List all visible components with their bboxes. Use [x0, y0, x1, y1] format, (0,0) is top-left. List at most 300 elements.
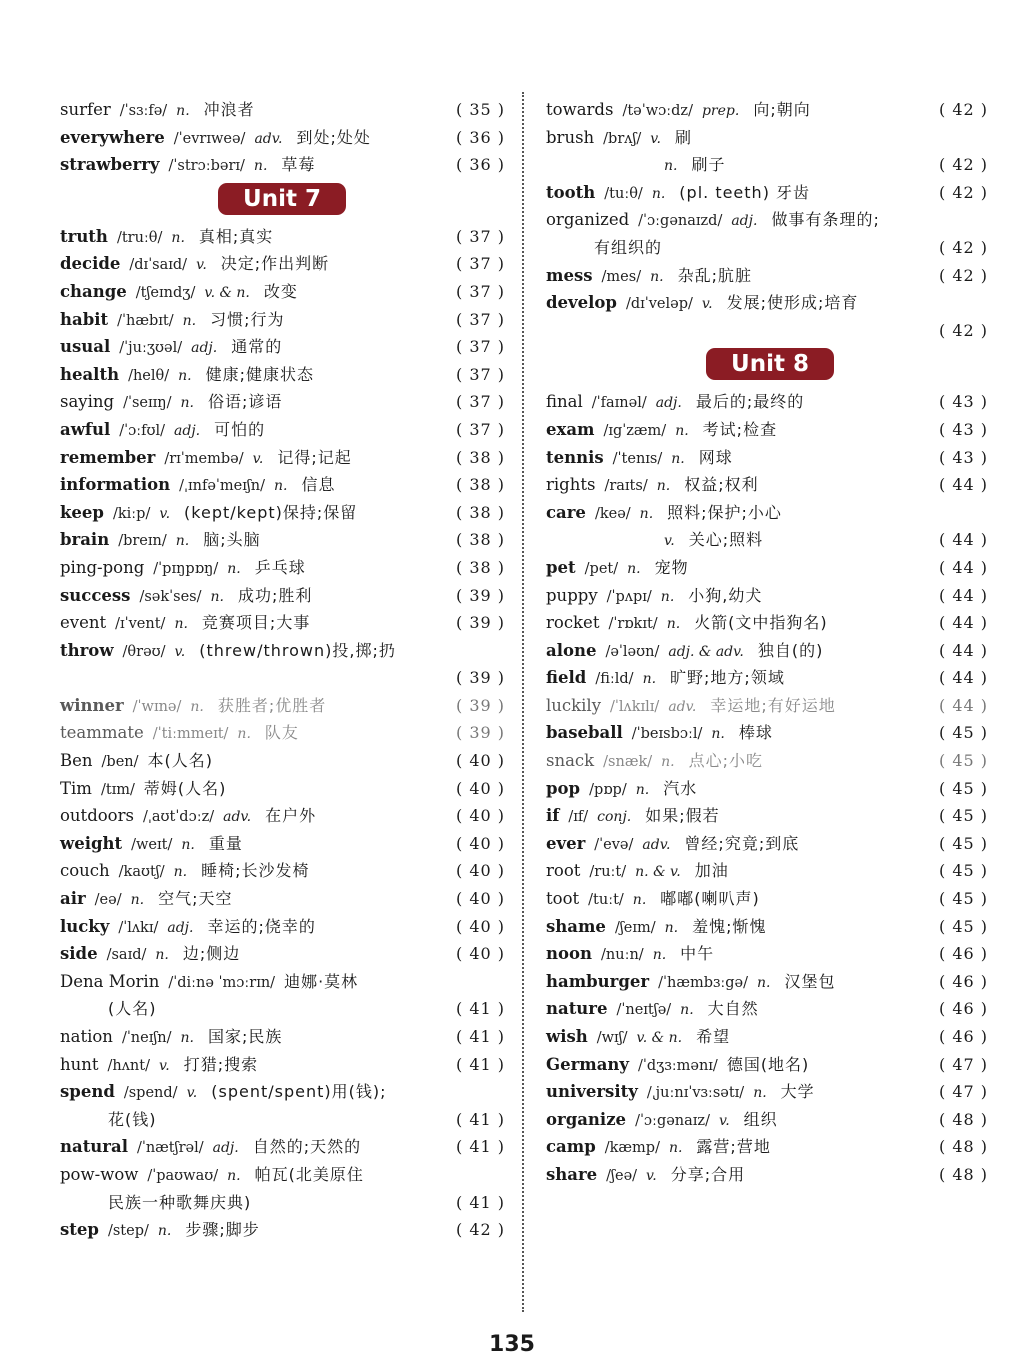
vocabulary-column-left [60, 96, 505, 1244]
entry-part-of-speech: n. [155, 947, 169, 964]
entry-part-of-speech: n. [180, 395, 194, 412]
entry-meaning-continued: 有组织的 [594, 237, 663, 257]
entry-page-ref: ( 40 ) [455, 916, 505, 936]
vocab-entry [60, 361, 505, 389]
entry-page-ref: ( 37 ) [455, 337, 505, 357]
entry-word: step [60, 1220, 99, 1240]
entry-phonetic: /breɪn/ [118, 533, 167, 550]
entry-word: tennis [546, 447, 604, 467]
entry-phonetic: /keə/ [594, 505, 631, 522]
entry-phonetic: /ˈjuːʒʊəl/ [119, 340, 183, 357]
entry-part-of-speech: v. [174, 643, 186, 660]
entry-word: Germany [546, 1054, 630, 1074]
entry-word: success [60, 585, 131, 605]
entry-phonetic: /ˌɪnfəˈmeɪʃn/ [179, 478, 266, 495]
entry-phonetic: /ɪˈvent/ [115, 616, 166, 633]
entry-page-ref: ( 48 ) [938, 1109, 988, 1129]
vocab-entry-continuation [546, 317, 988, 345]
entry-word: pop [546, 778, 581, 798]
entry-word: Ben [60, 751, 93, 771]
entry-phonetic: /nuːn/ [601, 947, 644, 964]
vocab-entry [60, 223, 505, 251]
entry-phonetic: /ˈlʌkɪ/ [118, 919, 159, 936]
entry-page-ref: ( 41 ) [455, 1054, 505, 1074]
entry-phonetic: /pet/ [584, 560, 619, 577]
entry-page-ref: ( 45 ) [938, 833, 988, 853]
vocab-entry-continuation [60, 664, 505, 692]
entry-word: hamburger [546, 971, 650, 991]
entry-word: field [546, 668, 587, 688]
entry-page-ref: ( 37 ) [455, 281, 505, 301]
vocab-entry [60, 582, 505, 610]
entry-word: organize [546, 1109, 627, 1129]
entry-part-of-speech: v. [718, 1112, 730, 1129]
vocab-entry [546, 179, 988, 207]
vocab-entry [60, 637, 505, 665]
vocab-entry [60, 857, 505, 885]
entry-part-of-speech: n. [227, 1167, 241, 1184]
entry-part-of-speech: v. [186, 1085, 198, 1102]
entry-phonetic: /ˈrɒkɪt/ [608, 616, 658, 633]
vocab-entry [60, 692, 505, 720]
entry-page-ref: ( 46 ) [938, 1027, 988, 1046]
entry-phonetic: /eə/ [94, 892, 122, 909]
entry-phonetic: /tʃeɪndʒ/ [135, 284, 196, 301]
entry-phonetic: /spend/ [123, 1085, 178, 1102]
vocab-entry [60, 1161, 505, 1189]
entry-part-of-speech: n. [274, 478, 288, 495]
entry-phonetic: /ɪf/ [568, 809, 589, 826]
entry-word: usual [60, 337, 111, 357]
vocab-entry [60, 1023, 505, 1051]
entry-phonetic: /truːθ/ [116, 229, 163, 246]
entry-part-of-speech: adv. [668, 698, 697, 715]
entry-meaning: 独自(的) [757, 640, 824, 660]
vocab-entry [60, 554, 505, 582]
entry-word: brush [546, 127, 595, 147]
entry-meaning: 小狗,幼犬 [688, 585, 763, 605]
vocab-entry [546, 995, 988, 1023]
entry-meaning: 刷 [675, 127, 693, 147]
entry-meaning: 边;侧边 [182, 944, 241, 964]
entry-page-ref: ( 36 ) [455, 155, 505, 175]
entry-page-ref: ( 45 ) [938, 861, 988, 881]
entry-page-ref: ( 40 ) [455, 751, 505, 771]
entry-meaning: 可怕的 [214, 419, 266, 439]
entry-page-ref: ( 44 ) [938, 530, 988, 550]
entry-page-ref: ( 35 ) [455, 100, 505, 119]
entry-page-ref: ( 48 ) [938, 1164, 988, 1184]
vocab-entry [60, 388, 505, 416]
entry-phonetic: /brʌʃ/ [603, 130, 642, 147]
entry-phonetic: /ˈnætʃrəl/ [136, 1140, 204, 1157]
entry-word: rocket [546, 613, 600, 633]
entry-page-ref: ( 39 ) [455, 668, 505, 688]
entry-meaning: 曾经;究竟;到底 [684, 833, 800, 853]
entry-word: ping-pong [60, 557, 145, 577]
vocab-entry [546, 262, 988, 290]
entry-part-of-speech: n. [711, 726, 725, 743]
entry-page-ref: ( 43 ) [938, 392, 988, 412]
vocab-entry [60, 96, 505, 124]
entry-meaning: 幸运的;侥幸的 [207, 916, 316, 936]
entry-word: change [60, 281, 127, 301]
entry-word: awful [60, 419, 111, 439]
entry-meaning: 露营;营地 [696, 1137, 771, 1157]
entry-word: surfer [60, 100, 111, 119]
entry-meaning: 打猎;搜索 [183, 1054, 259, 1074]
entry-part-of-speech: n. [173, 864, 188, 881]
entry-page-ref: ( 38 ) [455, 530, 505, 550]
entry-part-of-speech: v. & n. [204, 284, 250, 301]
vocab-entry [60, 306, 505, 334]
entry-word: habit [60, 309, 109, 329]
entry-page-ref: ( 44 ) [938, 695, 988, 715]
vocab-entry [60, 802, 505, 830]
entry-phonetic: /ɪgˈzæm/ [603, 422, 667, 439]
entry-page-ref: ( 48 ) [938, 1137, 988, 1157]
entry-phonetic: /pɒp/ [589, 781, 627, 798]
entry-page-ref: ( 37 ) [455, 364, 505, 384]
entry-phonetic: /helθ/ [128, 367, 170, 384]
entry-phonetic: /rɪˈmembə/ [164, 450, 244, 467]
entry-page-ref: ( 40 ) [455, 944, 505, 964]
entry-meaning: 大学 [780, 1082, 815, 1102]
vocab-entry [60, 968, 505, 996]
entry-phonetic: /ˈfaɪnəl/ [591, 395, 647, 412]
entry-page-ref: ( 42 ) [938, 265, 988, 285]
vocab-entry [60, 278, 505, 306]
entry-phonetic: /fiːld/ [595, 671, 634, 688]
entry-part-of-speech: n. [190, 698, 204, 715]
entry-page-ref: ( 43 ) [938, 447, 988, 467]
vocab-entry [546, 444, 988, 472]
entry-part-of-speech: adj. [174, 422, 201, 439]
entry-word: air [60, 889, 86, 909]
entry-part-of-speech: n. [253, 158, 268, 175]
entry-word: Tim [60, 778, 92, 798]
entry-meaning: 决定;作出判断 [220, 254, 330, 274]
vocabulary-column-right [546, 96, 988, 1189]
entry-part-of-speech: adj. & adv. [668, 643, 744, 660]
entry-meaning: 健康;健康状态 [205, 364, 315, 384]
unit-heading-row [546, 344, 988, 388]
entry-phonetic: /weɪt/ [131, 836, 173, 853]
entry-word: decide [60, 254, 121, 274]
entry-word: strawberry [60, 155, 160, 175]
entry-phonetic: /ˈɔːgənaɪz/ [635, 1112, 710, 1129]
entry-phonetic: /ʃeɪm/ [614, 919, 656, 936]
entry-part-of-speech: adv. [223, 809, 252, 826]
entry-meaning-continued: (人名) [108, 999, 157, 1019]
entry-word: pet [546, 557, 576, 577]
entry-meaning: 嘟嘟(喇叭声) [660, 889, 760, 909]
entry-word: truth [60, 226, 108, 246]
vocab-entry [60, 1216, 505, 1244]
entry-phonetic: /ˌjuːnɪˈvɜːsətɪ/ [646, 1085, 745, 1102]
entry-part-of-speech: n. [210, 588, 224, 605]
vocab-entry [546, 609, 988, 637]
entry-word: lucky [60, 916, 110, 936]
entry-page-ref: ( 42 ) [455, 1220, 505, 1240]
unit-heading-row [60, 179, 505, 223]
entry-page-ref: ( 38 ) [455, 447, 505, 467]
entry-word: hunt [60, 1054, 99, 1074]
entry-phonetic: /ˈlʌkɪlɪ/ [610, 698, 660, 715]
entry-meaning: 蒂姆(人名) [143, 778, 227, 798]
entry-part-of-speech: n. [753, 1085, 767, 1102]
entry-word: organized [546, 210, 630, 230]
entry-word: baseball [546, 723, 623, 743]
vocab-entry [60, 250, 505, 278]
vocab-entry [546, 1023, 988, 1051]
entry-page-ref: ( 39 ) [455, 723, 505, 743]
entry-page-ref: ( 47 ) [938, 1082, 988, 1102]
entry-part-of-speech: n. [174, 616, 188, 633]
entry-word: winner [60, 695, 124, 715]
entry-meaning: 帕瓦(北美原住 [254, 1164, 364, 1184]
entry-meaning: 习惯;行为 [210, 309, 285, 329]
entry-meaning: 照料;保护;小心 [667, 502, 782, 522]
entry-part-of-speech: n. [671, 450, 685, 467]
vocab-entry [546, 830, 988, 858]
entry-part-of-speech: v. & n. [636, 1030, 683, 1046]
entry-part-of-speech: v. [158, 1057, 170, 1074]
entry-part-of-speech: n. [660, 588, 675, 605]
entry-phonetic: /ˈpaʊwaʊ/ [147, 1167, 219, 1184]
vocab-entry [60, 333, 505, 361]
entry-word: teammate [60, 723, 144, 743]
entry-word: toot [546, 889, 580, 909]
entry-word: camp [546, 1137, 596, 1157]
entry-page-ref: ( 36 ) [455, 127, 505, 147]
entry-page-ref: ( 39 ) [455, 695, 505, 715]
entry-page-ref: ( 40 ) [455, 833, 505, 853]
entry-word: nature [546, 999, 608, 1019]
vocab-entry [60, 775, 505, 803]
entry-part-of-speech: adv. [642, 836, 671, 853]
vocab-entry [60, 124, 505, 152]
entry-page-ref: ( 38 ) [455, 557, 505, 577]
vocab-entry [60, 444, 505, 472]
vocab-entry-continuation [546, 151, 988, 179]
entry-word: rights [546, 475, 596, 495]
entry-meaning: 成功;胜利 [237, 585, 313, 605]
entry-phonetic: /ˈtiːmmeɪt/ [152, 726, 229, 743]
vocab-entry [546, 96, 988, 124]
entry-word: final [546, 392, 583, 412]
entry-word: shame [546, 916, 606, 936]
vocab-entry [546, 692, 988, 720]
entry-phonetic: /ˌaʊtˈdɔːz/ [142, 809, 215, 826]
entry-page-ref: ( 41 ) [455, 1137, 505, 1157]
entry-phonetic: /ˈstrɔːbərɪ/ [168, 158, 245, 175]
entry-phonetic: /ˈɔːgənaɪzd/ [638, 213, 723, 230]
entry-meaning: 汉堡包 [784, 971, 836, 991]
entry-phonetic: /ˈɔːfʊl/ [119, 422, 166, 439]
entry-meaning: (pl. teeth) 牙齿 [679, 182, 811, 202]
entry-meaning: 点心;小吃 [688, 751, 764, 771]
entry-phonetic: /step/ [107, 1223, 149, 1240]
entry-phonetic: /tɪm/ [100, 781, 135, 798]
vocab-entry [546, 719, 988, 747]
entry-page-ref: ( 46 ) [938, 944, 988, 964]
entry-part-of-speech: adj. [167, 919, 194, 936]
entry-part-of-speech: n. [181, 836, 195, 853]
entry-phonetic: /mes/ [601, 268, 642, 285]
entry-part-of-speech: v. [646, 1167, 657, 1184]
entry-meaning: 冲浪者 [203, 100, 255, 119]
vocab-entry [546, 471, 988, 499]
entry-part-of-speech: n. [680, 1002, 694, 1019]
entry-word: everywhere [60, 127, 165, 147]
vocab-entry-continuation [60, 1106, 505, 1134]
entry-word: tooth [546, 182, 596, 202]
vocab-entry [546, 857, 988, 885]
entry-word: spend [60, 1082, 115, 1102]
entry-phonetic: /saɪd/ [106, 947, 147, 964]
vocab-entry [546, 124, 988, 152]
entry-meaning: 俗语;谚语 [207, 392, 283, 412]
vocab-entry [60, 913, 505, 941]
entry-word: side [60, 944, 98, 964]
entry-word: pow-wow [60, 1164, 139, 1184]
entry-part-of-speech: n. [171, 229, 185, 246]
entry-part-of-speech: n. [656, 478, 671, 495]
entry-part-of-speech: adj. [731, 213, 758, 230]
entry-meaning: 重量 [208, 833, 243, 853]
entry-meaning-continued: 花(钱) [108, 1109, 157, 1129]
entry-phonetic: /snæk/ [603, 754, 653, 771]
entry-word: keep [60, 502, 104, 522]
vocab-entry [546, 1051, 988, 1079]
entry-page-ref: ( 38 ) [455, 475, 505, 495]
vocab-entry-continuation [546, 526, 988, 554]
entry-meaning: 权益;权利 [684, 475, 759, 495]
vocab-entry-continuation [60, 995, 505, 1023]
entry-part-of-speech: n. [664, 158, 678, 175]
entry-word: saying [60, 392, 115, 412]
entry-meaning: 汽水 [663, 778, 698, 798]
entry-meaning: 竞赛项目;大事 [201, 613, 311, 633]
entry-meaning: 队友 [264, 723, 299, 743]
entry-meaning: 棒球 [738, 723, 773, 743]
entry-page-ref: ( 45 ) [938, 806, 988, 826]
entry-meaning-continued: 民族一种歌舞庆典) [108, 1192, 252, 1212]
entry-phonetic: /wɪʃ/ [596, 1030, 628, 1046]
entry-meaning: (kept/kept)保持;保留 [184, 502, 358, 522]
entry-page-ref: ( 46 ) [938, 999, 988, 1019]
entry-page-ref: ( 44 ) [938, 557, 988, 577]
entry-page-ref: ( 44 ) [938, 613, 988, 633]
vocab-entry [546, 289, 988, 317]
entry-page-ref: ( 39 ) [455, 585, 505, 605]
vocab-entry [60, 416, 505, 444]
entry-part-of-speech: n. [237, 726, 251, 743]
entry-meaning: 本(人名) [147, 751, 214, 771]
entry-meaning: 中午 [680, 944, 715, 964]
entry-word: health [60, 364, 120, 384]
entry-phonetic: /ˈevə/ [594, 836, 634, 853]
entry-part-of-speech: n. [650, 268, 664, 285]
entry-word: luckily [546, 695, 602, 715]
entry-meaning: 发展;使形成;培育 [726, 293, 859, 313]
vocab-entry [546, 1133, 988, 1161]
entry-page-ref: ( 44 ) [938, 668, 988, 688]
entry-page-ref: ( 42 ) [938, 320, 988, 340]
entry-part-of-speech: v. [701, 296, 713, 313]
entry-word: event [60, 613, 107, 633]
entry-phonetic: /təˈwɔːdz/ [622, 103, 693, 119]
entry-part-of-speech: n. [668, 1140, 683, 1157]
entry-meaning: 通常的 [231, 337, 283, 357]
vocab-entry [60, 830, 505, 858]
entry-phonetic: /hʌnt/ [107, 1057, 150, 1074]
entry-meaning: (spent/spent)用(钱); [211, 1082, 387, 1102]
entry-word: mess [546, 265, 593, 285]
entry-meaning: 睡椅;长沙发椅 [201, 861, 310, 881]
entry-page-ref: ( 40 ) [455, 861, 505, 881]
vocab-entry [60, 1078, 505, 1106]
entry-meaning: 幸运地;有好运地 [710, 695, 836, 715]
entry-word: remember [60, 447, 156, 467]
entry-word: Dena Morin [60, 971, 160, 991]
entry-part-of-speech: n. [632, 892, 647, 909]
entry-word: nation [60, 1027, 113, 1046]
entry-part-of-speech: n. [642, 671, 657, 688]
entry-part-of-speech: n. [635, 781, 650, 798]
entry-word: wish [546, 1027, 588, 1046]
entry-part-of-speech: n. [639, 505, 654, 522]
entry-part-of-speech: v. [159, 505, 171, 522]
entry-meaning: 宠物 [654, 557, 689, 577]
entry-phonetic: /ʃeə/ [606, 1167, 638, 1184]
entry-meaning: 获胜者;优胜者 [217, 695, 327, 715]
vocab-entry-continuation [60, 1189, 505, 1217]
entry-meaning: 迪娜·莫林 [284, 971, 359, 991]
entry-page-ref: ( 45 ) [938, 916, 988, 936]
entry-word: couch [60, 861, 110, 881]
entry-page-ref: ( 45 ) [938, 889, 988, 909]
entry-part-of-speech: adj. [655, 395, 682, 412]
entry-meaning: 自然的;天然的 [252, 1137, 362, 1157]
entry-word: alone [546, 640, 597, 660]
entry-phonetic: /ˈneɪtʃə/ [616, 1002, 672, 1019]
entry-meaning: 做事有条理的; [771, 210, 880, 230]
entry-phonetic: /ˈdʒɜːmənɪ/ [638, 1057, 718, 1074]
entry-meaning: 记得;记起 [277, 447, 352, 467]
entry-meaning: 希望 [696, 1027, 731, 1046]
vocab-entry [546, 802, 988, 830]
entry-page-ref: ( 45 ) [938, 723, 988, 743]
entry-page-ref: ( 46 ) [938, 971, 988, 991]
entry-part-of-speech: n. [651, 185, 666, 202]
entry-phonetic: /ˈhæbɪt/ [117, 312, 174, 329]
entry-word: weight [60, 833, 123, 853]
vocab-entry [60, 151, 505, 179]
entry-word: noon [546, 944, 593, 964]
entry-word: information [60, 475, 171, 495]
entry-part-of-speech: n. [664, 919, 679, 936]
entry-page-ref: ( 44 ) [938, 640, 988, 660]
entry-phonetic: /ˈneɪʃn/ [121, 1030, 172, 1046]
vocab-entry [546, 775, 988, 803]
entry-phonetic: /kaʊtʃ/ [118, 864, 165, 881]
entry-meaning: 草莓 [281, 155, 316, 175]
entry-meaning: 在户外 [265, 806, 317, 826]
vocab-entry [60, 471, 505, 499]
entry-meaning: 到处;处处 [296, 127, 371, 147]
